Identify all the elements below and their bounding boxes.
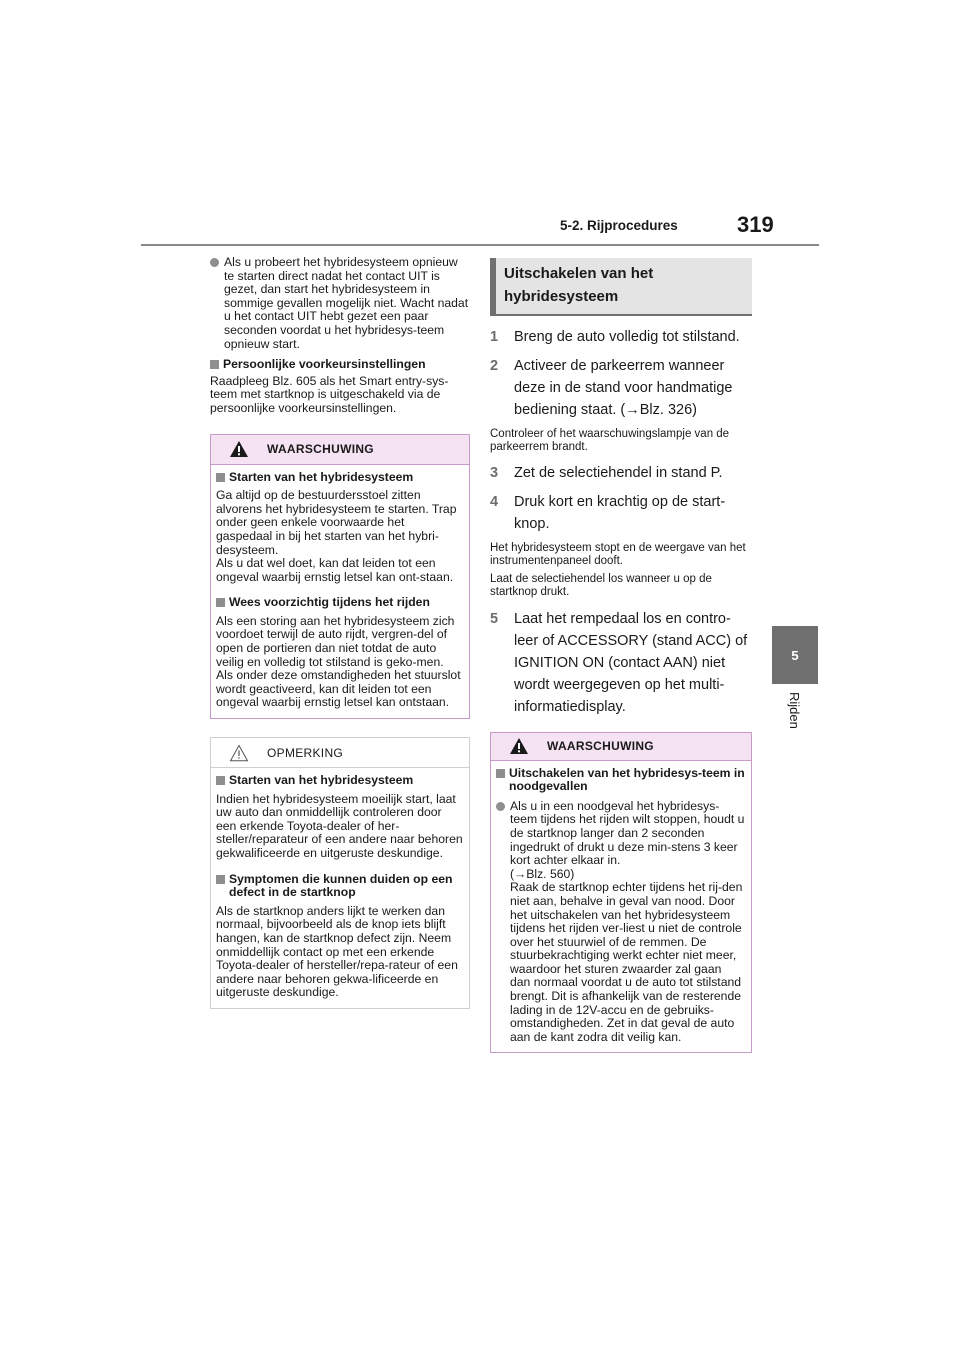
note-text-defect: Als de startknop anders lijkt te werken dan normaal, bijvoorbeeld als de knop iets blijft hangen, kan de startknop defect zijn. Neem onmiddellijk contact op met een erkende Toyota-dealer of hersteller/repa-rateur of een andere naar behoren gekwa-lificeerde en uitgeruste deskundige. xyxy=(216,903,458,1000)
step-3: 3 Zet de selectiehendel in stand P. xyxy=(490,465,723,482)
note-header xyxy=(211,738,469,768)
personal-settings-text: Raadpleeg Blz. 605 als het Smart entry-sys-teem met startknop is uitgeschakeld via de persoonlijke voorkeursinstellingen. xyxy=(210,373,449,415)
bullet-dot-icon xyxy=(210,258,219,267)
chapter-number: 5 xyxy=(791,647,799,663)
step-5: 5 Laat het rempedaal los en contro-leer of ACCESSORY (stand ACC) of IGNITION ON (contact AAN) niet wordt weergegeven op het multi-informatiedisplay. xyxy=(490,610,748,715)
bullet-dot-icon xyxy=(496,802,505,811)
square-bullet-icon xyxy=(216,473,225,482)
chapter-tab xyxy=(772,626,818,684)
warning-body xyxy=(211,465,469,719)
warning-triangle-icon xyxy=(509,737,529,755)
square-bullet-icon xyxy=(216,598,225,607)
step-2: 2 Activeer de parkeerrem wanneer deze in de stand voor handmatige bediening staat. (→Blz. 326) xyxy=(490,358,733,418)
note-text-start: Indien het hybridesysteem moeilijk start, laat uw auto dan onmiddellijk controleren door een erkende Toyota-dealer of her-steller/reparateur of een andere naar behoren gekwalificeerde en uitgeruste deskundige. xyxy=(216,791,463,860)
step-2-note: Controleer of het waarschuwingslampje van de parkeerrem brandt. xyxy=(490,428,730,453)
square-bullet-icon xyxy=(216,776,225,785)
warning-title: WAARSCHUWING xyxy=(267,442,374,457)
square-bullet-icon xyxy=(210,360,219,369)
warning-box-left xyxy=(210,434,470,720)
header-rule xyxy=(141,244,819,246)
chapter-label: Rijden xyxy=(787,692,802,729)
page-number: 319 xyxy=(737,212,774,237)
square-bullet-icon xyxy=(496,769,505,778)
warning-heading-start: Starten van het hybridesysteem xyxy=(216,471,463,485)
note-heading-start: Starten van het hybridesysteem xyxy=(216,774,463,788)
square-bullet-icon xyxy=(216,875,225,884)
warning-box-right xyxy=(490,732,752,1054)
step-4-note-b: Laat de selectiehendel los wanneer u op de startknop drukt. xyxy=(490,573,712,598)
warning-text-driving: Als een storing aan het hybridesysteem zich voordoet terwijl de auto rijdt, vergren-del of open de portieren dan niet totdat de auto veilig en volledig tot stilstand is geko-men. Als onder deze omstandigheden het stuurslot wordt geactiveerd, kan dit leiden tot een ongeval waarbij ernstig letsel kan ontstaan. xyxy=(216,613,461,710)
warning-header xyxy=(491,733,751,761)
warning-body xyxy=(491,761,751,1053)
warning-heading-driving: Wees voorzichtig tijdens het rijden xyxy=(216,596,463,610)
running-header-section: 5-2. Rijprocedures xyxy=(560,218,678,233)
warning-text-emergency: Als u in een noodgeval het hybridesys-teem tijdens het rijden wilt stoppen, houdt u de startknop langer dan 2 seconden ingedrukt of drukt u deze min-stens 3 keer kort achter elkaar in. (→Blz. 560) Raak de startknop echter tijdens het rij-den niet aan, behalve in geval van nood. Door het uitschakelen van het hybridesysteem tijdens het rijden ver-liest u niet de controle over het stuurwiel of de remmen. De stuurbekrachtiging werkt echter niet meer, waardoor het sturen zwaarder zal gaan dan normaal voordat u de auto tot stilstand brengt. Dit is afhankelijk van de resterende lading in de 12V-accu en de gebruiks-omstandigheden. Zet in dat geval de auto aan de kant zodra dit veilig kan. xyxy=(496,800,745,1045)
personal-settings-heading: Persoonlijke voorkeursinstellingen xyxy=(210,358,470,372)
step-4: 4 Druk kort en krachtig op de start-knop. xyxy=(490,494,726,533)
warning-title: WAARSCHUWING xyxy=(547,739,654,754)
left-column xyxy=(210,256,470,1009)
section-title-box xyxy=(490,258,752,316)
right-column xyxy=(490,258,752,1053)
note-body xyxy=(211,768,469,1008)
step-1: 1 Breng de auto volledig tot stilstand. xyxy=(490,329,740,345)
step-4-note-a: Het hybridesysteem stopt en de weergave van het instrumentenpaneel dooft. xyxy=(490,542,746,567)
warning-header xyxy=(211,435,469,465)
bullet-restart: Als u probeert het hybridesysteem opnieuw te starten direct nadat het contact UIT is gezet, dan start het hybridesysteem in sommige gevallen mogelijk niet. Wacht nadat u het contact UIT hebt gezet een paar seconden voordat u het hybridesys-teem opnieuw start. xyxy=(210,256,470,351)
warning-text-start: Ga altijd op de bestuurdersstoel zitten alvorens het hybridesysteem te starten. Trap onder geen enkele voorwaarde het gaspedaal in bij het starten van het hybri-desysteem. Als u dat wel doet, kan dat leiden tot een ongeval waarbij ernstig letsel kan ont-staan. xyxy=(216,488,457,584)
note-title: OPMERKING xyxy=(267,745,344,760)
caution-triangle-icon xyxy=(229,744,249,762)
note-box xyxy=(210,737,470,1009)
warning-heading-emergency: Uitschakelen van het hybridesys-teem in noodgevallen xyxy=(496,767,745,794)
step-list xyxy=(490,326,752,718)
note-heading-defect: Symptomen die kunnen duiden op een defect in de startknop xyxy=(216,873,463,900)
warning-triangle-icon xyxy=(229,440,249,458)
section-title: Uitschakelen van het hybridesysteem xyxy=(504,265,654,305)
